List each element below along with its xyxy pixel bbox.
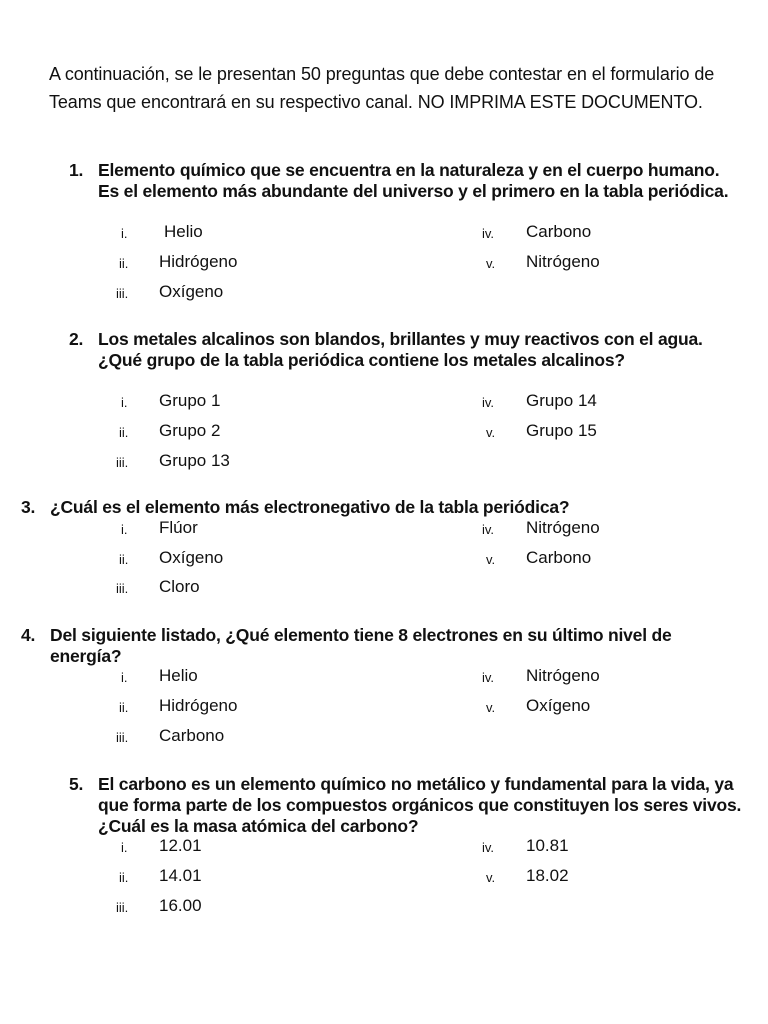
question-4 <box>21 625 730 667</box>
question-text: Del siguiente listado, ¿Qué elemento tiene 8 electrones en su último nivel de energía? <box>50 625 672 666</box>
option-numeral: v. <box>486 870 496 885</box>
option-numeral: v. <box>486 700 496 715</box>
question-number: 3. <box>21 497 36 517</box>
option-numeral: i. <box>121 840 128 855</box>
option-label: Hidrógeno <box>159 252 238 271</box>
option-label: Grupo 15 <box>526 421 597 440</box>
option-label: Oxígeno <box>159 548 224 567</box>
option-label: Grupo 1 <box>159 391 221 410</box>
option-numeral: iv. <box>482 395 495 410</box>
option-label: Oxígeno <box>159 282 224 301</box>
question-3 <box>21 497 750 518</box>
option-numeral: ii. <box>119 256 129 271</box>
option-label: 10.81 <box>526 836 569 855</box>
question-text: Los metales alcalinos son blandos, brillantes y muy reactivos con el agua. ¿Qué grupo de la tabla periódica contiene los metales alcalinos? <box>98 329 703 370</box>
question-1 <box>69 160 738 202</box>
option-numeral: iii. <box>116 730 129 745</box>
option-numeral: iii. <box>116 581 129 596</box>
question-number: 1. <box>69 160 84 180</box>
option-numeral: v. <box>486 552 496 567</box>
option-label: 16.00 <box>159 896 202 915</box>
option-numeral: ii. <box>119 552 129 567</box>
question-text: El carbono es un elemento químico no metálico y fundamental para la vida, ya que forma parte de los compuestos orgánicos que constituyen los seres vivos. ¿Cuál es la masa atómica del carbono? <box>98 774 742 836</box>
option-numeral: iv. <box>482 670 495 685</box>
option-numeral: iii. <box>116 455 129 470</box>
option-label: Nitrógeno <box>526 518 600 537</box>
option-numeral: i. <box>121 522 128 537</box>
question-number: 2. <box>69 329 84 349</box>
option-label: 18.02 <box>526 866 569 885</box>
question-number: 5. <box>69 774 84 794</box>
option-label: Grupo 2 <box>159 421 221 440</box>
question-number: 4. <box>21 625 36 645</box>
option-label: Carbono <box>526 548 592 567</box>
option-numeral: i. <box>121 395 128 410</box>
option-label: Hidrógeno <box>159 696 238 715</box>
option-numeral: v. <box>486 425 496 440</box>
option-numeral: iii. <box>116 900 129 915</box>
option-numeral: iii. <box>116 286 129 301</box>
option-numeral: iv. <box>482 840 495 855</box>
option-label: Helio <box>164 222 203 241</box>
question-text: ¿Cuál es el elemento más electronegativo de la tabla periódica? <box>50 497 570 517</box>
option-label: Cloro <box>159 577 200 596</box>
question-2 <box>69 329 738 371</box>
option-label: Oxígeno <box>526 696 591 715</box>
option-numeral: i. <box>121 670 128 685</box>
option-numeral: iv. <box>482 226 495 241</box>
option-label: Grupo 14 <box>526 391 597 410</box>
option-numeral: ii. <box>119 700 129 715</box>
intro-paragraph: A continuación, se le presentan 50 preguntas que debe contestar en el formulario de Teams que encontrará en su respectivo canal. NO IMPRIMA ESTE DOCUMENTO. <box>49 64 715 112</box>
option-numeral: ii. <box>119 870 129 885</box>
question-5 <box>69 774 743 837</box>
option-label: Helio <box>159 666 198 685</box>
option-label: 14.01 <box>159 866 202 885</box>
option-label: Nitrógeno <box>526 252 600 271</box>
option-label: Grupo 13 <box>159 451 230 470</box>
option-label: 12.01 <box>159 836 202 855</box>
option-numeral: v. <box>486 256 496 271</box>
option-numeral: iv. <box>482 522 495 537</box>
option-label: Carbono <box>159 726 225 745</box>
question-text: Elemento químico que se encuentra en la naturaleza y en el cuerpo humano. Es el elemento más abundante del universo y el primero en la tabla periódica. <box>98 160 729 201</box>
option-label: Flúor <box>159 518 198 537</box>
option-label: Carbono <box>526 222 592 241</box>
option-numeral: ii. <box>119 425 129 440</box>
option-label: Nitrógeno <box>526 666 600 685</box>
option-numeral: i. <box>121 226 128 241</box>
